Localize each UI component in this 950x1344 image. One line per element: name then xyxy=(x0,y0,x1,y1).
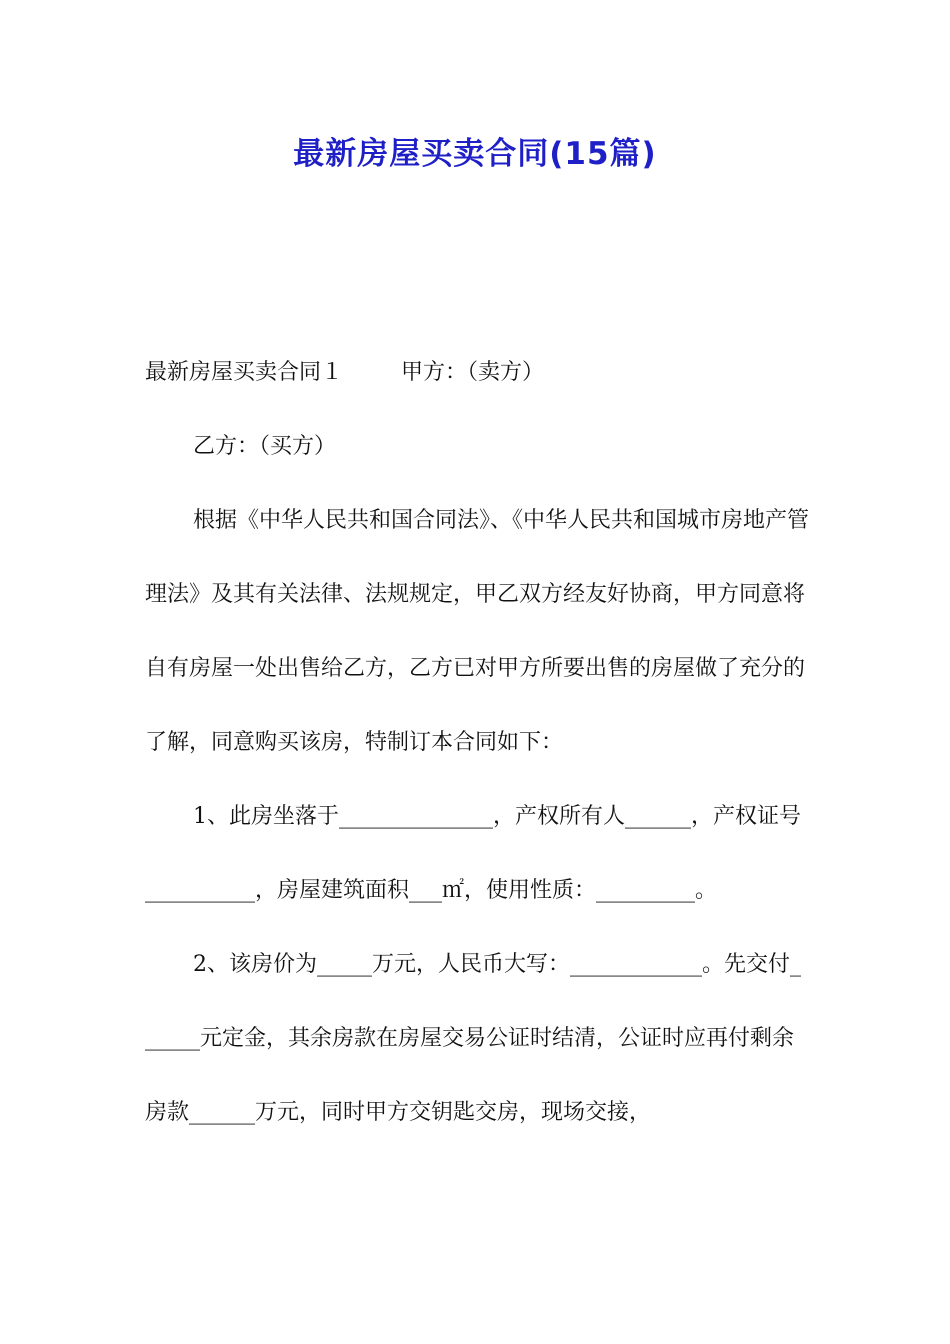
party-a: 甲方：（卖方） xyxy=(401,360,545,385)
party-b: 乙方：（买方） xyxy=(193,434,337,459)
clause-1: 1、此房坐落于______________，产权所有人______，产权证号__________，房屋建筑面积___㎡，使用性质：_________。 xyxy=(145,804,801,903)
document-title: 最新房屋买卖合同(15篇) xyxy=(293,136,657,172)
contract-heading: 最新房屋买卖合同１ xyxy=(145,360,344,385)
contract-heading-line xyxy=(145,336,809,410)
document-body xyxy=(145,336,809,1150)
intro-paragraph: 根据《中华人民共和国合同法》、《中华人民共和国城市房地产管理法》及其有关法律、法规规定，甲乙双方经友好协商，甲方同意将自有房屋一处出售给乙方，乙方已对甲方所要出售的房屋做了充分的了解，同意购买该房，特制订本合同如下： xyxy=(145,508,810,755)
clause-2: 2、该房价为_____万元，人民币大写：____________。先交付______元定金，其余房款在房屋交易公证时结清，公证时应再付剩余房款______万元，同时甲方交钥匙交房，现场交接， xyxy=(145,952,801,1125)
